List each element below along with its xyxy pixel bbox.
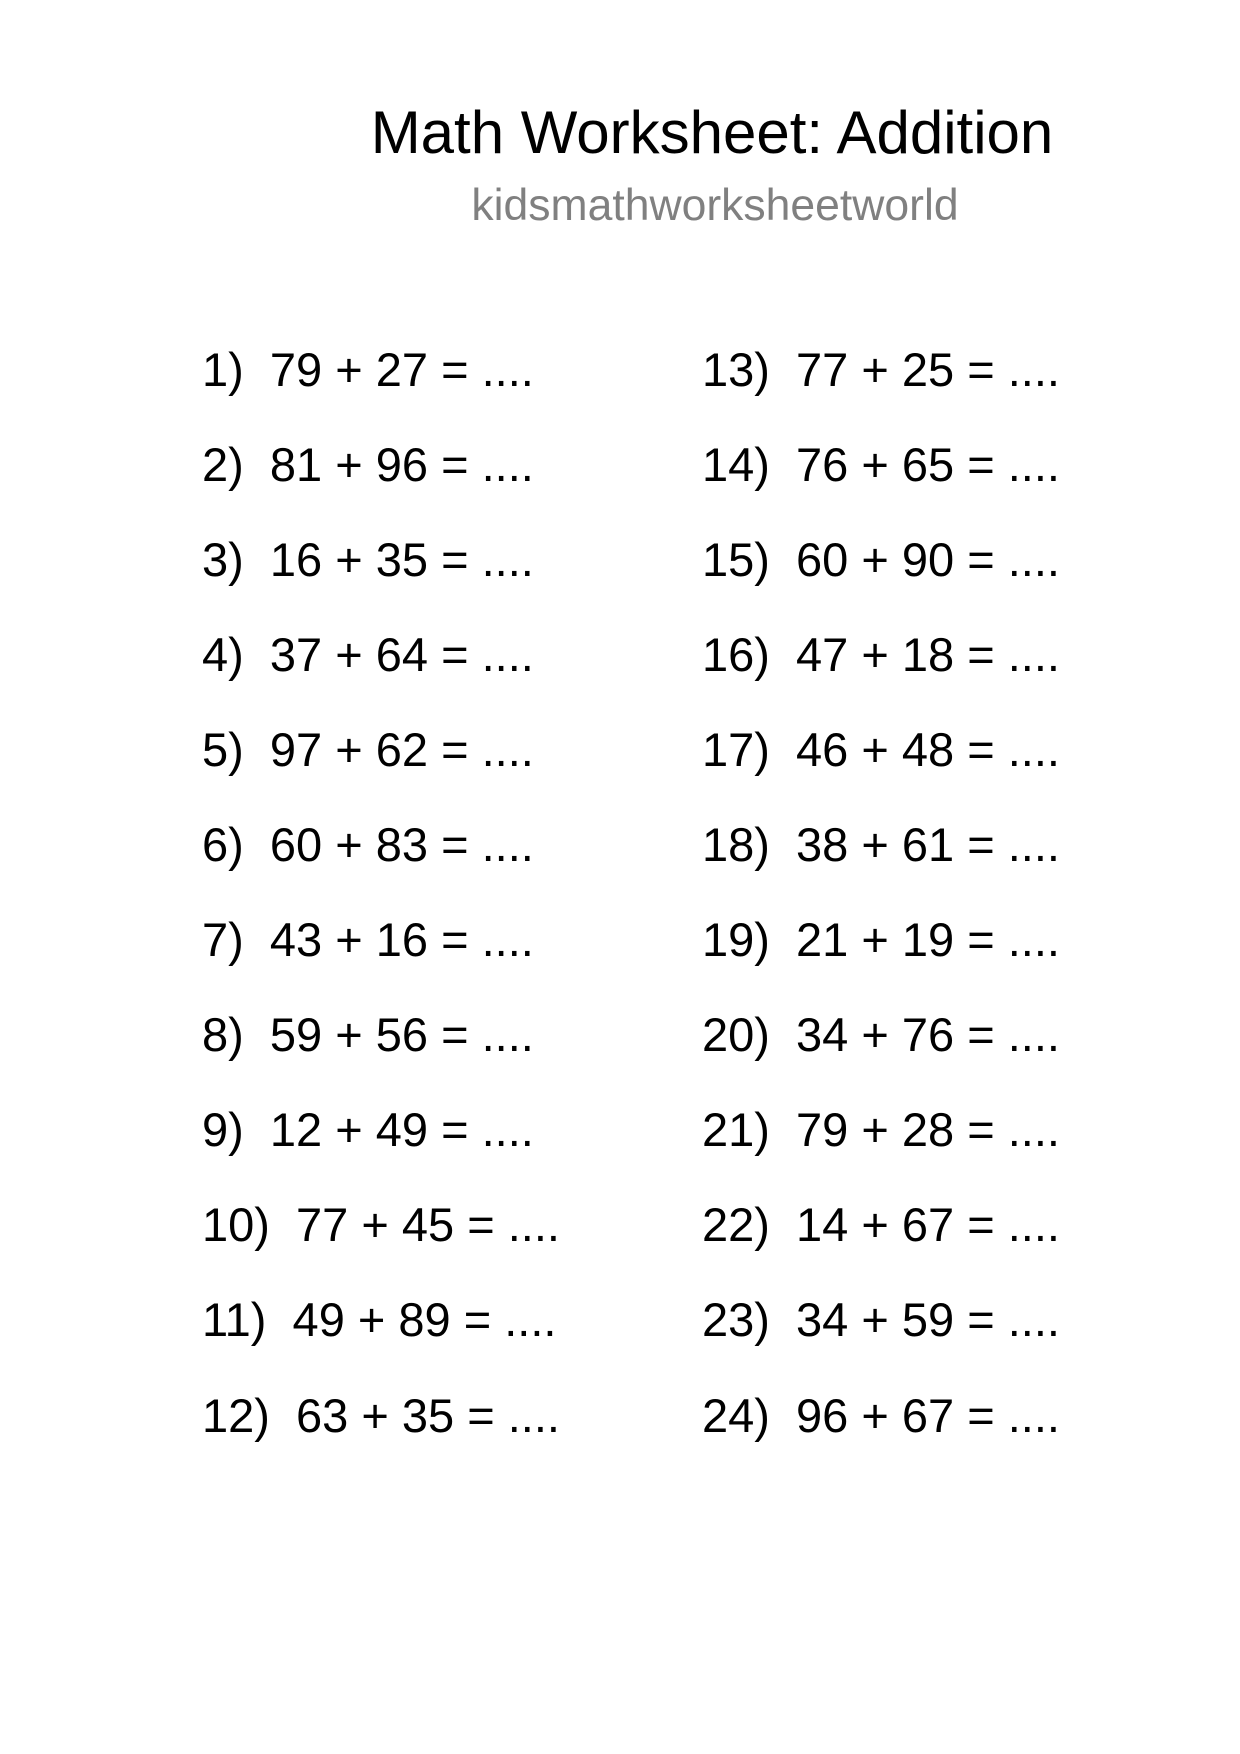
problem-16: 16) 47 + 18 = .... (702, 628, 1060, 681)
problem-9: 9) 12 + 49 = .... (202, 1103, 534, 1156)
problem-1: 1) 79 + 27 = .... (202, 343, 534, 396)
problem-24: 24) 96 + 67 = .... (702, 1389, 1060, 1442)
problem-10: 10) 77 + 45 = .... (202, 1198, 560, 1251)
page-subtitle: kidsmathworksheetworld (471, 181, 959, 230)
problem-23: 23) 34 + 59 = .... (702, 1293, 1060, 1346)
problem-14: 14) 76 + 65 = .... (702, 438, 1060, 491)
problem-8: 8) 59 + 56 = .... (202, 1008, 534, 1061)
problem-4: 4) 37 + 64 = .... (202, 628, 534, 681)
problem-2: 2) 81 + 96 = .... (202, 438, 534, 491)
problem-12: 12) 63 + 35 = .... (202, 1389, 560, 1442)
problem-17: 17) 46 + 48 = .... (702, 723, 1060, 776)
problem-18: 18) 38 + 61 = .... (702, 818, 1060, 871)
page-title: Math Worksheet: Addition (370, 99, 1054, 166)
problem-19: 19) 21 + 19 = .... (702, 913, 1060, 966)
problem-7: 7) 43 + 16 = .... (202, 913, 534, 966)
problem-3: 3) 16 + 35 = .... (202, 533, 534, 586)
problem-21: 21) 79 + 28 = .... (702, 1103, 1060, 1156)
problem-5: 5) 97 + 62 = .... (202, 723, 534, 776)
problem-20: 20) 34 + 76 = .... (702, 1008, 1060, 1061)
problem-13: 13) 77 + 25 = .... (702, 343, 1060, 396)
problem-22: 22) 14 + 67 = .... (702, 1198, 1060, 1251)
problem-6: 6) 60 + 83 = .... (202, 818, 534, 871)
problem-11: 11) 49 + 89 = .... (202, 1293, 557, 1346)
problem-15: 15) 60 + 90 = .... (702, 533, 1060, 586)
